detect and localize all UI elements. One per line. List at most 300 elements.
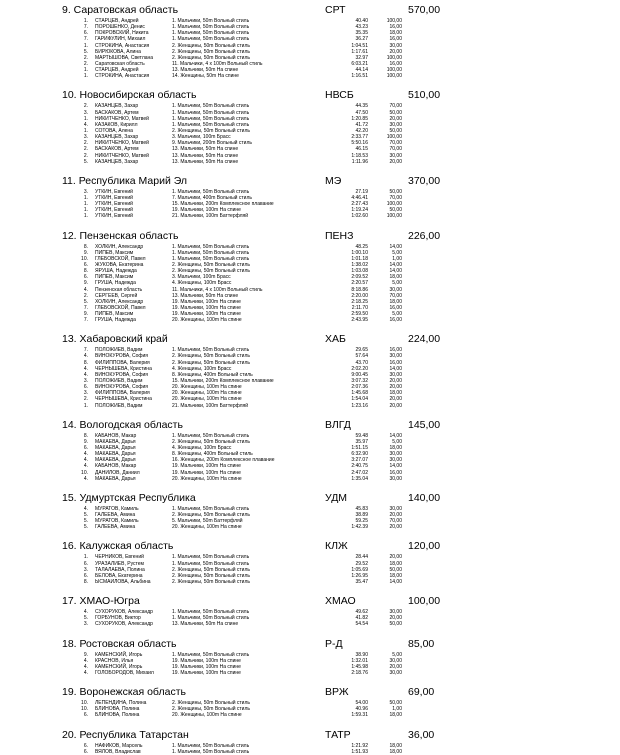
event-name: 1. Мальчики, 50m Вольный стиль bbox=[172, 109, 250, 116]
result-points: 16,00 bbox=[389, 304, 402, 311]
result-points: 14,00 bbox=[389, 268, 402, 275]
result-time: 1:26.95 bbox=[351, 572, 368, 579]
result-points: 16,00 bbox=[389, 36, 402, 43]
region-section bbox=[0, 490, 620, 531]
result-points: 16,00 bbox=[389, 469, 402, 476]
athlete-name: МУРАТОВ, Камиль bbox=[95, 518, 139, 525]
event-name: 1. Мальчики, 50m Вольный стиль bbox=[172, 115, 250, 122]
result-points: 5,00 bbox=[392, 311, 402, 318]
result-place: 9. bbox=[83, 280, 88, 287]
result-time: 41.82 bbox=[355, 615, 368, 622]
result-place: 4. bbox=[83, 353, 88, 360]
athlete-name: ЖУКОВА, Екатерина bbox=[95, 261, 144, 268]
result-time: 36.27 bbox=[355, 36, 368, 43]
athlete-name: ЯРУША, Надежда bbox=[95, 268, 137, 275]
result-points: 30,00 bbox=[389, 152, 402, 159]
result-row bbox=[0, 579, 620, 585]
result-place: 7. bbox=[83, 24, 88, 31]
region-code: УДМ bbox=[325, 491, 348, 504]
result-time: 2:07.36 bbox=[351, 384, 368, 391]
result-time: 29.52 bbox=[355, 560, 368, 567]
event-name: 20. Женщины, 100m На спине bbox=[172, 384, 242, 391]
athlete-name: ГОРБУНОВ, Виктор bbox=[95, 615, 141, 622]
athlete-name: БЛИНОВА, Полина bbox=[95, 706, 140, 713]
result-points: 20,00 bbox=[389, 115, 402, 122]
result-points: 1,00 bbox=[392, 706, 402, 713]
result-points: 18,00 bbox=[389, 298, 402, 305]
result-place: 1. bbox=[83, 73, 88, 80]
result-time: 1:19.24 bbox=[351, 207, 368, 214]
result-time: 1:59.31 bbox=[351, 712, 368, 719]
event-name: 1. Мальчики, 50m Вольный стиль bbox=[172, 36, 250, 43]
result-row bbox=[0, 317, 620, 323]
athlete-name: СОТОВА, Алена bbox=[95, 127, 133, 134]
athlete-name: ПОЛОЖИЕВ, Вадим bbox=[95, 347, 143, 354]
region-code: Р-Д bbox=[325, 637, 343, 650]
result-time: 1:16.51 bbox=[351, 73, 368, 80]
athlete-name: КАЗАКОВ, Кирилл bbox=[95, 121, 138, 128]
result-place: 3. bbox=[83, 621, 88, 628]
event-name: 1. Мальчики, 50m Вольный стиль bbox=[172, 30, 250, 37]
region-section bbox=[0, 417, 620, 482]
region-code: ВРЖ bbox=[325, 686, 349, 699]
result-row bbox=[0, 524, 620, 530]
event-name: 19. Мальчики, 100m На спине bbox=[172, 207, 241, 214]
athlete-name: СЕРГЕЕВ, Сергей bbox=[95, 292, 138, 299]
result-rows bbox=[0, 244, 620, 324]
result-place: 9. bbox=[83, 651, 88, 658]
result-place: 10. bbox=[81, 469, 88, 476]
athlete-name: ФИЛИППОВА, Валерия bbox=[95, 359, 150, 366]
result-points: 20,00 bbox=[389, 158, 402, 165]
athlete-name: КАБАНОВ, Макар bbox=[95, 463, 137, 470]
result-place: 8. bbox=[83, 579, 88, 585]
event-name: 2. Женщины, 50m Вольный стиль bbox=[172, 512, 250, 519]
region-title: 18. Ростовская область bbox=[62, 637, 177, 650]
athlete-name: УТКИН, Евгений bbox=[95, 207, 133, 214]
event-name: 1. Мальчики, 50m Вольный стиль bbox=[172, 103, 250, 110]
result-time: 1:45.68 bbox=[351, 390, 368, 397]
result-points: 100,00 bbox=[386, 54, 402, 61]
event-name: 19. Мальчики, 100m На спине bbox=[172, 304, 241, 311]
result-points: 50,00 bbox=[389, 109, 402, 116]
result-time: 2:40.75 bbox=[351, 463, 368, 470]
event-name: 2. Женщины, 50m Вольный стиль bbox=[172, 261, 250, 268]
result-place: 2. bbox=[83, 396, 88, 403]
athlete-name: ГЛЕБОВСКОЙ, Павел bbox=[95, 304, 146, 311]
athlete-name: КАБАНОВ, Макар bbox=[95, 432, 137, 439]
result-rows bbox=[0, 652, 620, 677]
result-place: 1. bbox=[83, 115, 88, 122]
result-time: 44.14 bbox=[355, 67, 368, 74]
result-points: 20,00 bbox=[389, 554, 402, 561]
result-place: 1. bbox=[83, 213, 88, 220]
result-points: 18,00 bbox=[389, 274, 402, 281]
result-time: 1:04.51 bbox=[351, 42, 368, 49]
event-name: 8. Женщины, 400m Вольный стиль bbox=[172, 451, 253, 458]
event-name: 20. Женщины, 100m На спине bbox=[172, 317, 242, 324]
result-row bbox=[0, 670, 620, 676]
athlete-name: ЛЕПЕНДИНА, Полина bbox=[95, 700, 147, 707]
result-points: 50,00 bbox=[389, 566, 402, 573]
result-row bbox=[0, 403, 620, 409]
result-points: 14,00 bbox=[389, 365, 402, 372]
result-points: 20,00 bbox=[389, 378, 402, 385]
result-row bbox=[0, 749, 620, 755]
event-name: 1. Мальчики, 50m Вольный стиль bbox=[172, 742, 250, 749]
result-points: 70,00 bbox=[389, 146, 402, 153]
result-time: 1:05.69 bbox=[351, 566, 368, 573]
athlete-name: НИКИТЧЕНКО, Матвей bbox=[95, 152, 149, 159]
region-code: ХАБ bbox=[325, 333, 346, 346]
event-name: 19. Мальчики, 100m На спине bbox=[172, 463, 241, 470]
athlete-name: ПИПЕВ, Максим bbox=[95, 311, 134, 318]
result-place: 4. bbox=[83, 286, 88, 293]
result-rows bbox=[0, 347, 620, 408]
result-points: 30,00 bbox=[389, 371, 402, 378]
result-place: 3. bbox=[83, 109, 88, 116]
result-points: 18,00 bbox=[389, 560, 402, 567]
athlete-name: НАФИКОВ, Марсель bbox=[95, 742, 143, 749]
result-time: 4:46.41 bbox=[351, 194, 368, 201]
event-name: 13. Мальчики, 50m На спине bbox=[172, 67, 239, 74]
event-name: 1. Мальчики, 50m Вольный стиль bbox=[172, 18, 250, 24]
athlete-name: СУХОРУКОВ, Александр bbox=[95, 621, 153, 628]
result-points: 100,00 bbox=[386, 67, 402, 74]
athlete-name: СТАРЦЕВ, Андрей bbox=[95, 67, 139, 74]
result-points: 16,00 bbox=[389, 60, 402, 67]
result-time: 3:27.07 bbox=[351, 457, 368, 464]
result-time: 6:32.90 bbox=[351, 451, 368, 458]
athlete-name: УТКИН, Евгений bbox=[95, 194, 133, 201]
event-name: 1. Мальчики, 50m Вольный стиль bbox=[172, 24, 250, 31]
region-code: КЛЖ bbox=[325, 540, 348, 553]
result-place: 7. bbox=[83, 347, 88, 354]
result-points: 50,00 bbox=[389, 127, 402, 134]
result-time: 41.72 bbox=[355, 121, 368, 128]
region-title: 9. Саратовская область bbox=[62, 4, 179, 16]
region-section bbox=[0, 684, 620, 718]
event-name: 2. Женщины, 50m Вольный стиль bbox=[172, 353, 250, 360]
event-name: 2. Женщины, 50m Вольный стиль bbox=[172, 700, 250, 707]
event-name: 19. Мальчики, 100m На спине bbox=[172, 298, 241, 305]
event-name: 2. Женщины, 50m Вольный стиль bbox=[172, 359, 250, 366]
event-name: 20. Женщины, 100m На спине bbox=[172, 712, 242, 719]
athlete-name: ГАРИФУЛИН, Михаил bbox=[95, 36, 146, 43]
result-time: 1:11.96 bbox=[351, 158, 368, 165]
athlete-name: БЛИНОВА, Полина bbox=[95, 712, 140, 719]
result-points: 30,00 bbox=[389, 505, 402, 512]
result-points: 100,00 bbox=[386, 201, 402, 208]
event-name: 3. Мальчики, 100m Брасс bbox=[172, 274, 231, 281]
result-points: 70,00 bbox=[389, 103, 402, 110]
result-place: 4. bbox=[83, 657, 88, 664]
result-points: 30,00 bbox=[389, 42, 402, 49]
event-name: 1. Мальчики, 50m Вольный стиль bbox=[172, 505, 250, 512]
result-time: 43.70 bbox=[355, 359, 368, 366]
result-place: 4. bbox=[83, 505, 88, 512]
event-name: 1. Мальчики, 50m Вольный стиль bbox=[172, 188, 250, 195]
result-points: 1,00 bbox=[392, 255, 402, 262]
result-place: 5. bbox=[83, 158, 88, 165]
event-name: 2. Женщины, 50m Вольный стиль bbox=[172, 579, 250, 585]
result-place: 5. bbox=[83, 524, 88, 531]
event-name: 13. Мальчики, 50m На спине bbox=[172, 152, 239, 159]
event-name: 13. Мальчики, 50m На спине bbox=[172, 621, 239, 628]
result-points: 100,00 bbox=[386, 213, 402, 220]
result-place: 4. bbox=[83, 663, 88, 670]
region-code: НВСБ bbox=[325, 89, 354, 102]
result-row bbox=[0, 476, 620, 482]
result-points: 20,00 bbox=[389, 48, 402, 55]
event-name: 2. Женщины, 50m Вольный стиль bbox=[172, 706, 250, 713]
result-points: 70,00 bbox=[389, 292, 402, 299]
event-name: 13. Мальчики, 50m На спине bbox=[172, 158, 239, 165]
event-name: 4. Женщины, 100m Брасс bbox=[172, 280, 232, 287]
athlete-name: МАКАЕВА, Дарья bbox=[95, 438, 136, 445]
event-name: 4. Женщины, 100m Брасс bbox=[172, 365, 232, 372]
region-code: ПЕНЗ bbox=[325, 229, 354, 242]
result-time: 1:02.60 bbox=[351, 213, 368, 220]
result-place: 2. bbox=[83, 54, 88, 61]
event-name: 19. Мальчики, 100m На спине bbox=[172, 657, 241, 664]
result-place: 6. bbox=[83, 572, 88, 579]
result-time: 2:47.02 bbox=[351, 469, 368, 476]
event-name: 1. Мальчики, 50m Вольный стиль bbox=[172, 748, 250, 755]
result-time: 2:02.20 bbox=[351, 365, 368, 372]
athlete-name: СУХОРУКОВ, Александр bbox=[95, 609, 153, 616]
athlete-name: СТРОКИНА, Анастасия bbox=[95, 73, 150, 80]
result-points: 18,00 bbox=[389, 748, 402, 755]
result-points: 20,00 bbox=[389, 524, 402, 531]
result-time: 1:38.02 bbox=[351, 261, 368, 268]
athlete-name: ГРУША, Надежда bbox=[95, 280, 136, 287]
result-place: 5. bbox=[83, 512, 88, 519]
result-time: 1:00.10 bbox=[351, 249, 368, 256]
athlete-name: КАЗАНЦЕВ, Захар bbox=[95, 134, 139, 141]
result-time: 1:42.39 bbox=[351, 524, 368, 531]
result-place: 3. bbox=[83, 390, 88, 397]
result-place: 1. bbox=[83, 402, 88, 409]
result-points: 16,00 bbox=[389, 24, 402, 31]
result-row bbox=[0, 213, 620, 219]
result-points: 14,00 bbox=[389, 463, 402, 470]
result-time: 59.25 bbox=[355, 518, 368, 525]
result-time: 2:43.95 bbox=[351, 317, 368, 324]
region-title: 11. Республика Марий Эл bbox=[62, 174, 188, 187]
athlete-name: СТАРЦЕВ, Андрей bbox=[95, 18, 139, 24]
event-name: 2. Женщины, 50m Вольный стиль bbox=[172, 268, 250, 275]
result-points: 5,00 bbox=[392, 280, 402, 287]
athlete-name: ГАЛЕЕВА, Амина bbox=[95, 512, 136, 519]
result-points: 50,00 bbox=[389, 621, 402, 628]
result-points: 50,00 bbox=[389, 188, 402, 195]
athlete-name: БИРЮКОВА, Алина bbox=[95, 48, 141, 55]
region-total: 226,00 bbox=[408, 229, 441, 242]
event-name: 20. Женщины, 100m На спине bbox=[172, 390, 242, 397]
result-place: 6. bbox=[83, 445, 88, 452]
result-points: 20,00 bbox=[389, 396, 402, 403]
athlete-name: ГРУША, Надежда bbox=[95, 317, 136, 324]
result-place: 3. bbox=[83, 566, 88, 573]
result-place: 5. bbox=[83, 615, 88, 622]
result-time: 1:21.92 bbox=[351, 742, 368, 749]
result-time: 1:17.61 bbox=[351, 48, 368, 55]
region-header bbox=[0, 228, 620, 244]
event-name: 1. Мальчики, 50m Вольный стиль bbox=[172, 554, 250, 561]
result-place: 2. bbox=[83, 103, 88, 110]
result-place: 6. bbox=[83, 384, 88, 391]
result-points: 30,00 bbox=[389, 657, 402, 664]
region-header bbox=[0, 331, 620, 347]
result-place: 5. bbox=[83, 518, 88, 525]
region-header bbox=[0, 684, 620, 700]
result-time: 1:18.53 bbox=[351, 152, 368, 159]
result-time: 2:20.00 bbox=[351, 292, 368, 299]
region-title: 19. Воронежская область bbox=[62, 686, 186, 699]
athlete-name: ЫСМАИЛОВА, Альбина bbox=[95, 579, 151, 585]
result-time: 2:11.70 bbox=[351, 304, 368, 311]
region-section bbox=[0, 2, 620, 79]
result-time: 42.20 bbox=[355, 127, 368, 134]
result-points: 18,00 bbox=[389, 390, 402, 397]
athlete-name: КАЗАНЦЕВ, Захар bbox=[95, 103, 139, 110]
event-name: 2. Женщины, 50m Вольный стиль bbox=[172, 42, 250, 49]
result-place: 4. bbox=[83, 609, 88, 616]
result-rows bbox=[0, 700, 620, 718]
event-name: 13. Мальчики, 50m На спине bbox=[172, 146, 239, 153]
result-points: 20,00 bbox=[389, 402, 402, 409]
result-place: 6. bbox=[83, 30, 88, 37]
region-title: 16. Калужская область bbox=[62, 540, 174, 553]
result-place: 8. bbox=[83, 432, 88, 439]
result-place: 6. bbox=[83, 560, 88, 567]
result-rows bbox=[0, 18, 620, 79]
result-points: 5,00 bbox=[392, 438, 402, 445]
result-points: 14,00 bbox=[389, 243, 402, 250]
region-header bbox=[0, 87, 620, 103]
region-section bbox=[0, 636, 620, 677]
athlete-name: ДАНИЛОВ, Даниил bbox=[95, 469, 140, 476]
result-row bbox=[0, 621, 620, 627]
athlete-name: ПИПЕВ, Максим bbox=[95, 274, 134, 281]
event-name: 2. Женщины, 50m Вольный стиль bbox=[172, 438, 250, 445]
result-place: 5. bbox=[83, 48, 88, 55]
result-points: 5,00 bbox=[392, 651, 402, 658]
event-name: 3. Мальчики, 100m Брасс bbox=[172, 134, 231, 141]
result-place: 3. bbox=[83, 134, 88, 141]
result-points: 18,00 bbox=[389, 572, 402, 579]
region-title: 20. Республика Татарстан bbox=[62, 728, 189, 741]
result-points: 100,00 bbox=[386, 18, 402, 24]
result-place: 3. bbox=[83, 188, 88, 195]
athlete-name: КАМЕНСКИЙ, Игорь bbox=[95, 663, 143, 670]
result-place: 9. bbox=[83, 311, 88, 318]
region-code: ВЛГД bbox=[325, 418, 351, 431]
result-place: 10. bbox=[81, 706, 88, 713]
result-time: 2:27.43 bbox=[351, 201, 368, 208]
result-place: 4. bbox=[83, 371, 88, 378]
result-points: 100,00 bbox=[386, 73, 402, 80]
result-rows bbox=[0, 189, 620, 220]
result-time: 1:35.04 bbox=[351, 475, 368, 482]
event-name: 14. Женщины, 50m На спине bbox=[172, 73, 239, 80]
result-time: 43.23 bbox=[355, 24, 368, 31]
result-points: 30,00 bbox=[389, 121, 402, 128]
athlete-name: МАКАЕВА, Дарья bbox=[95, 451, 136, 458]
event-name: 2. Женщины, 50m Вольный стиль bbox=[172, 54, 250, 61]
athlete-name: ПОРОШЕНКО, Денис bbox=[95, 24, 145, 31]
event-name: 15. Мальчики, 200m Комплексное плавание bbox=[172, 378, 274, 385]
result-time: 46.15 bbox=[355, 146, 368, 153]
event-name: 1. Мальчики, 50m Вольный стиль bbox=[172, 121, 250, 128]
region-total: 145,00 bbox=[408, 418, 441, 431]
event-name: 20. Женщины, 100m На спине bbox=[172, 524, 242, 531]
result-place: 9. bbox=[83, 438, 88, 445]
region-total: 36,00 bbox=[408, 728, 435, 741]
region-header bbox=[0, 538, 620, 554]
result-place: 2. bbox=[83, 146, 88, 153]
region-code: МЭ bbox=[325, 174, 342, 187]
event-name: 13. Мальчики, 50m На спине bbox=[172, 292, 239, 299]
athlete-name: ФИЛИППОВА, Валерия bbox=[95, 390, 150, 397]
result-time: 29.65 bbox=[355, 347, 368, 354]
result-time: 49.62 bbox=[355, 609, 368, 616]
event-name: 11. Мальчики, 4 x 100m Вольный стиль bbox=[172, 60, 263, 67]
event-name: 15. Мальчики, 200m Комплексное плавание bbox=[172, 201, 274, 208]
result-time: 1:20.85 bbox=[351, 115, 368, 122]
result-points: 16,00 bbox=[389, 347, 402, 354]
event-name: 9. Мальчики, 200m Вольный стиль bbox=[172, 140, 252, 147]
event-name: 20. Женщины, 100m На спине bbox=[172, 396, 242, 403]
result-rows bbox=[0, 743, 620, 755]
athlete-name: КАЗАНЦЕВ, Захар bbox=[95, 158, 139, 165]
result-points: 30,00 bbox=[389, 286, 402, 293]
result-place: 8. bbox=[83, 268, 88, 275]
result-place: 7. bbox=[83, 304, 88, 311]
event-name: 2. Женщины, 50m Вольный стиль bbox=[172, 48, 250, 55]
region-total: 224,00 bbox=[408, 333, 441, 346]
result-time: 6:03.21 bbox=[351, 60, 368, 67]
region-section bbox=[0, 727, 620, 755]
result-time: 44.35 bbox=[355, 103, 368, 110]
athlete-name: БАСКАКОВ, Артем bbox=[95, 146, 139, 153]
athlete-name: ЧЕРНЫШЕВА, Кристина bbox=[95, 396, 152, 403]
athlete-name: ПОКРОВСКИЙ, Никита bbox=[95, 30, 149, 37]
result-row bbox=[0, 712, 620, 718]
result-time: 2:33.77 bbox=[351, 134, 368, 141]
result-time: 40.40 bbox=[355, 18, 368, 24]
event-name: 19. Мальчики, 100m На спине bbox=[172, 663, 241, 670]
region-title: 12. Пензенская область bbox=[62, 229, 179, 242]
event-name: 7. Мальчики, 400m Вольный стиль bbox=[172, 194, 252, 201]
event-name: 8. Женщины, 400m Вольный стиль bbox=[172, 371, 253, 378]
athlete-name: УРАЗАЛИЕВ, Рустем bbox=[95, 560, 144, 567]
region-header bbox=[0, 2, 620, 18]
result-place: 2. bbox=[83, 292, 88, 299]
event-name: 2. Женщины, 50m Вольный стиль bbox=[172, 572, 250, 579]
region-title: 10. Новосибирская область bbox=[62, 89, 197, 102]
result-points: 70,00 bbox=[389, 140, 402, 147]
region-section bbox=[0, 173, 620, 220]
result-rows bbox=[0, 103, 620, 164]
athlete-name: БАСКАКОВ, Артем bbox=[95, 109, 139, 116]
result-time: 3:07.32 bbox=[351, 378, 368, 385]
region-header bbox=[0, 173, 620, 189]
result-points: 100,00 bbox=[386, 134, 402, 141]
result-time: 2:59.50 bbox=[351, 311, 368, 318]
result-points: 16,00 bbox=[389, 359, 402, 366]
